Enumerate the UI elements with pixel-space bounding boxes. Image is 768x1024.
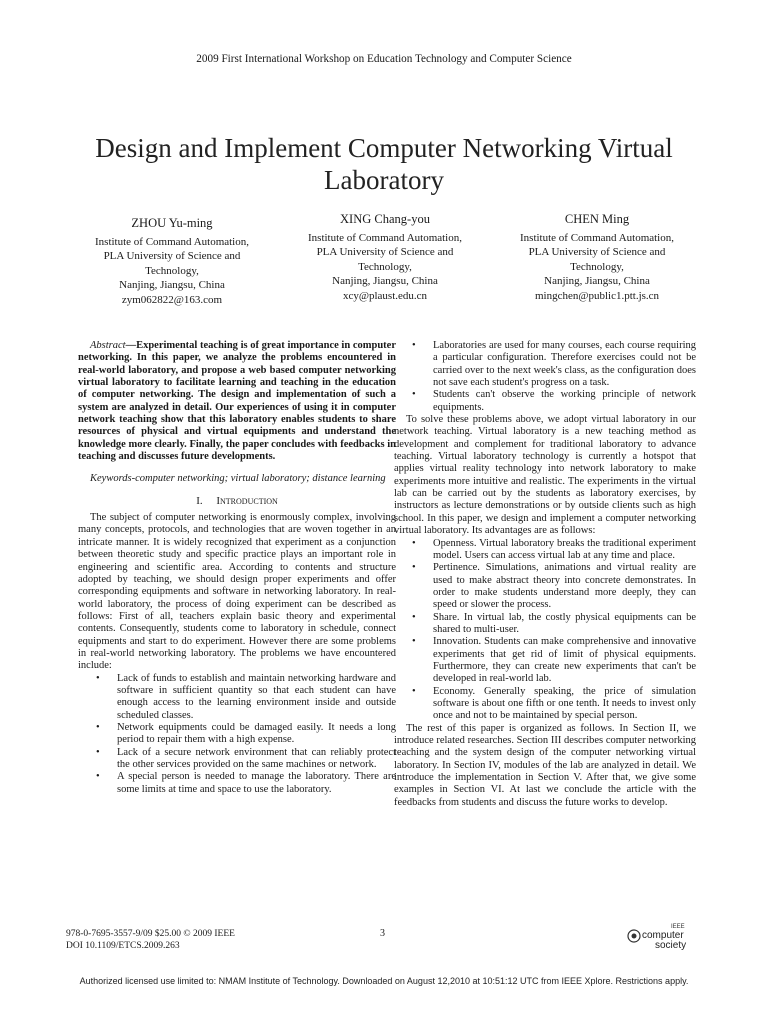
abstract-label: Abstract: [90, 340, 126, 351]
author-affiliation: PLA University of Science and: [528, 246, 666, 258]
list-item-text: Pertinence. Simulations, animations and virtual reality are used to make abstract theory into concrete demonstrates. In order to make students understand more deeply, they can speed or slower the process.: [433, 562, 696, 611]
bullet-icon: •: [412, 389, 416, 401]
left-column: [78, 340, 396, 796]
abstract-text: Experimental teaching is of great importance in computer networking. In this paper, we analyze the problems encountered in real-world laboratory, and propose a web based computer networking virtual laboratory to facilitate learning and teaching in the education of computer networking. The design and implementation of such a system are analyzed in detail. Our experiences of using it in computer network teaching show that this laboratory enables students to share resources of physical and virtual equipments and understand the knowledge more clearly. Finally, the paper concludes with feedbacks in teaching and discusses future developments.: [78, 340, 396, 463]
footer-isbn: 978-0-7695-3557-9/09 $25.00 © 2009 IEEE: [66, 929, 235, 939]
bullet-icon: •: [96, 721, 100, 733]
section-heading-introduction: [78, 495, 396, 507]
logo-ieee: IEEE: [671, 924, 685, 930]
list-item-text: Economy. Generally speaking, the price of simulation software is about one fifth or one tenth. It needs to invest only once and not to be maintained by special person.: [433, 685, 696, 722]
bullet-icon: •: [96, 746, 100, 758]
author-block-2: [275, 212, 495, 303]
author-affiliation: Institute of Command Automation,: [308, 231, 462, 244]
keywords: Keywords-computer networking; virtual laboratory; distance learning: [90, 473, 386, 485]
list-item: [96, 747, 396, 772]
list-item: [412, 686, 696, 723]
title-line-1: Design and Implement Computer Networking Virtual: [95, 133, 673, 163]
author-name: XING Chang-you: [340, 212, 430, 226]
problems-list-left: [78, 673, 396, 796]
bullet-icon: •: [412, 685, 416, 697]
bullet-icon: •: [412, 611, 416, 623]
bullet-icon: •: [96, 672, 100, 684]
bullet-icon: •: [412, 562, 416, 574]
list-item-text: Openness. Virtual laboratory breaks the traditional experiment model. Users can access virtual lab at any time and place.: [433, 537, 696, 561]
list-item: [412, 562, 696, 611]
outline-paragraph: The rest of this paper is organized as follows. In Section II, we introduce related researches. Section III describes computer networking teaching and the system design of the computer networking virtual laboratory. In Section IV, modules of the lab are analyzed in detail. We introduce the implementation in Section V. After that, we give some examples in Section VI. At last we conclude the article with the feedbacks from students and discuss the future works to develop.: [394, 722, 696, 808]
solution-paragraph: To solve these problems above, we adopt virtual laboratory in our network teaching. Virtual laboratory is a new teaching method as development and complement for traditional laboratory to advance teaching. Virtual laboratory technology is currently a hotspot that applies virtual reality technology into network laboratory to make experiments more intuitive and realistic. The experiments in the virtual lab can be carried out by the students as laboratory exercises, by instructors as lecture demonstrations or by outside clients such as high school. In this paper, we design and implement a computer networking virtual laboratory. Its advantages are as follows:: [394, 414, 696, 537]
logo-society: society: [655, 940, 687, 951]
author-location: Nanjing, Jiangsu, China: [332, 275, 438, 287]
author-affiliation: Institute of Command Automation,: [520, 231, 674, 244]
list-item: [412, 389, 696, 414]
list-item-text: Lack of funds to establish and maintain networking hardware and software in sufficient quantity so that each student can have enough access to the learning environment inside and outside scheduled classes.: [117, 672, 396, 721]
bullet-icon: •: [412, 636, 416, 648]
bullet-icon: •: [412, 537, 416, 549]
abstract-dash: —: [125, 340, 137, 351]
author-email: zym062822@163.com: [121, 293, 223, 306]
authorized-use-notice: Authorized licensed use limited to: NMAM Institute of Technology. Downloaded on August 12,2010 at 10:51:12 UTC from IEEE Xplore. Restrictions apply.: [79, 976, 689, 986]
list-item: [96, 673, 396, 722]
author-name: ZHOU Yu-ming: [131, 216, 213, 230]
list-item: [412, 636, 696, 685]
ieee-computer-society-logo: [627, 922, 697, 952]
author-affiliation: Institute of Command Automation,: [95, 235, 249, 248]
author-affiliation: Technology,: [570, 260, 624, 273]
right-column: [394, 340, 696, 809]
problems-list-right: [394, 340, 696, 414]
list-item-text: Laboratories are used for many courses, each course requiring a particular configuration. Therefore exercises could not be carried over to the next week's class, as the configuration does not save each student's progress on a task.: [433, 340, 696, 389]
author-location: Nanjing, Jiangsu, China: [544, 275, 650, 287]
author-email: xcy@plaust.edu.cn: [342, 289, 428, 302]
list-item-text: A special person is needed to manage the laboratory. There are some limits at time and space to use the laboratory.: [117, 771, 396, 795]
conference-header: 2009 First International Workshop on Education Technology and Computer Science: [196, 53, 572, 65]
paper-title: [60, 132, 708, 196]
author-location: Nanjing, Jiangsu, China: [119, 279, 225, 291]
author-block-3: [487, 212, 707, 303]
section-number: I.: [196, 494, 203, 507]
list-item-text: Innovation. Students can make comprehensive and innovative experiments that get rid of limit of physical equipments. Furthermore, they can create new experiments that can't be developed in real-world lab.: [433, 636, 696, 685]
list-item-text: Lack of a secure network environment that can reliably protect the other services provided on the same machines or network.: [117, 746, 396, 770]
intro-paragraph: The subject of computer networking is enormously complex, involving many concepts, protocols, and technologies that are woven together in an intricate manner. It is widely recognized that experiment as a conjunction between theoretic study and specific practice plays an important role in engineering and scientific area. According to contents and structure adopted by teaching, we should design proper experiments and offer corresponding equipments and software in networking laboratory. In real-world laboratory, the process of doing experiment can be described as follows: First of all, teachers explain basic theory and experimental contents. Consequently, students come to laboratory in schedule, connect equipments and start to do experiment. However there are some problems in real-world networking laboratory. The problems we have encountered include:: [78, 512, 396, 672]
logo-icon: [627, 922, 697, 952]
abstract: [78, 340, 396, 463]
author-affiliation: PLA University of Science and: [103, 250, 241, 262]
section-title: Introduction: [216, 494, 278, 507]
footer-doi: DOI 10.1109/ETCS.2009.263: [66, 941, 180, 951]
author-email: mingchen@public1.ptt.js.cn: [534, 289, 660, 302]
advantages-list: [394, 538, 696, 723]
page-number: 3: [380, 928, 385, 939]
list-item: [412, 538, 696, 563]
bullet-icon: •: [96, 771, 100, 783]
author-affiliation: PLA University of Science and: [316, 246, 454, 258]
list-item: [96, 722, 396, 747]
author-affiliation: Technology,: [358, 260, 412, 273]
list-item-text: Students can't observe the working principle of network equipments.: [433, 389, 696, 413]
logo-computer: computer: [642, 930, 684, 941]
list-item: [96, 771, 396, 796]
bullet-icon: •: [412, 340, 416, 351]
author-block-1: [62, 216, 282, 307]
title-line-2: Laboratory: [324, 165, 444, 195]
list-item-text: Network equipments could be damaged easily. It needs a long period to repair them with a high expense.: [117, 721, 396, 746]
list-item: [412, 340, 696, 389]
list-item: [412, 612, 696, 637]
author-affiliation: Technology,: [145, 264, 199, 277]
author-name: CHEN Ming: [564, 212, 630, 226]
list-item-text: Share. In virtual lab, the costly physical equipments can be shared to multi-user.: [433, 611, 696, 635]
footer-ids: [66, 928, 235, 952]
